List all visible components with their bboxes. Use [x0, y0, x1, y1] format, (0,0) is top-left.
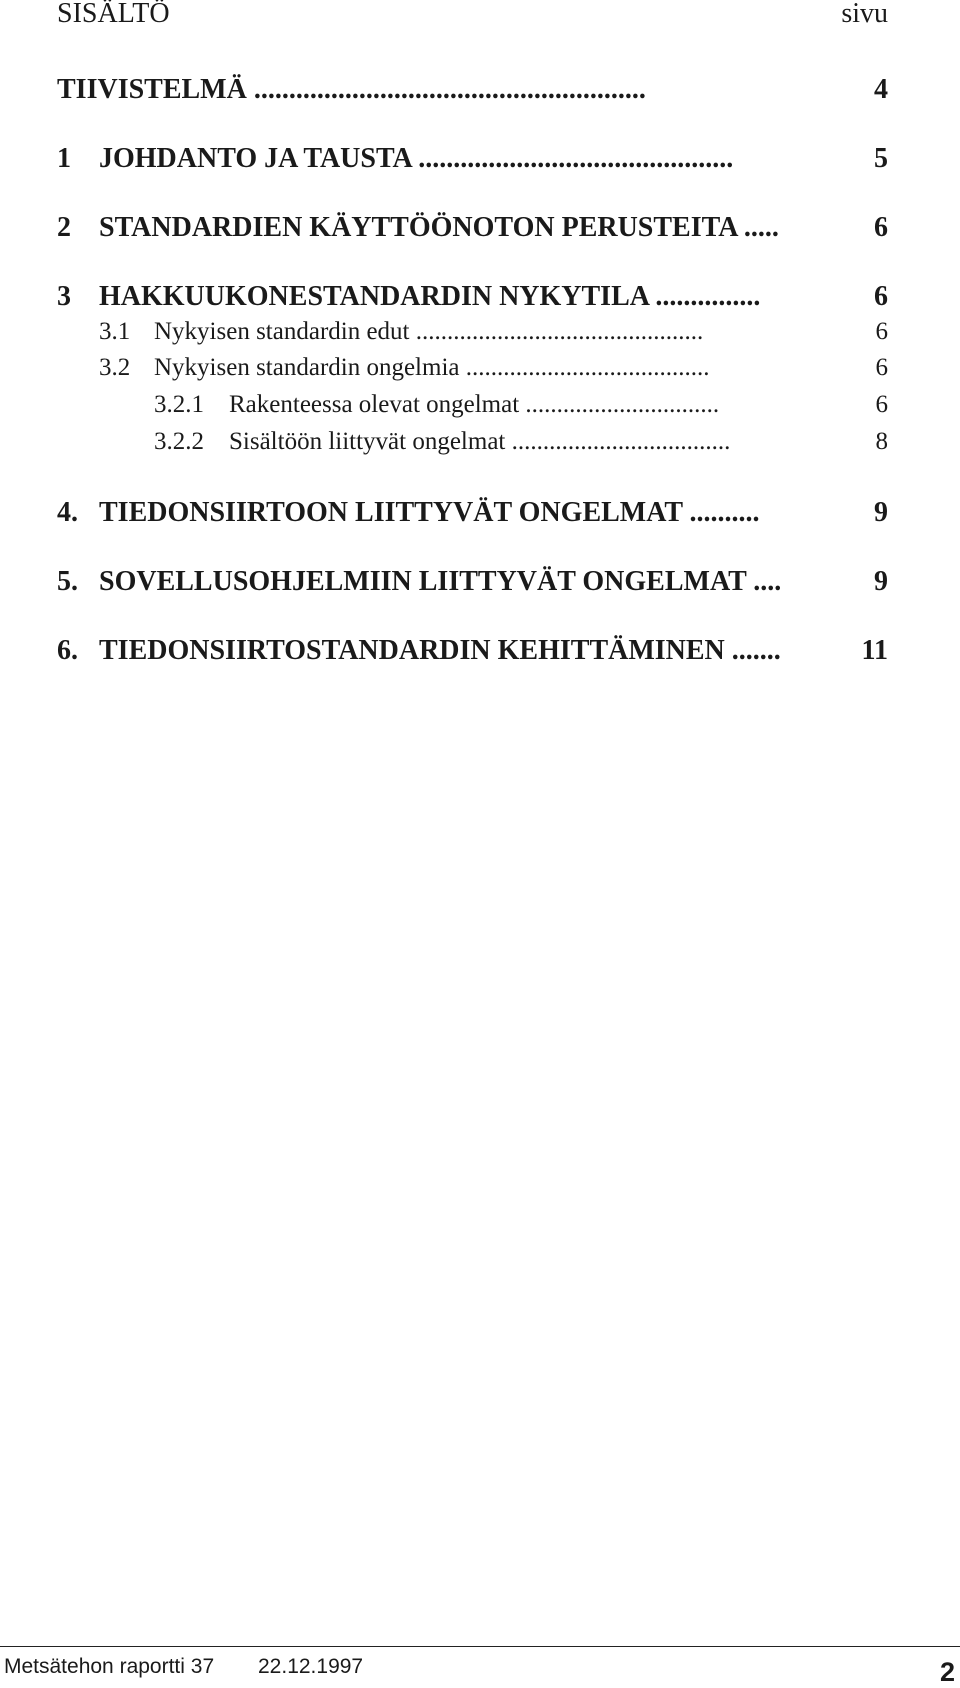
- toc-entry-page: 11: [861, 635, 888, 666]
- toc-entry-tiivistelma[interactable]: [57, 74, 888, 108]
- toc-entry-page: 6: [875, 391, 888, 418]
- toc-entry-page: 6: [874, 212, 888, 243]
- toc-entry-3-2-2[interactable]: [57, 428, 888, 462]
- toc-entry-page: 4: [874, 74, 888, 105]
- toc-entry-title: Sisältöön liittyvät ongelmat ...................................: [229, 428, 731, 455]
- toc-entry-4[interactable]: [57, 497, 888, 531]
- toc-entry-title: Nykyisen standardin edut ..............................................: [154, 318, 704, 345]
- toc-entry-title: SOVELLUSOHJELMIIN LIITTYVÄT ONGELMAT ....: [99, 566, 782, 597]
- toc-entry-number: 1: [57, 143, 71, 174]
- toc-entry-page: 6: [874, 281, 888, 312]
- toc-entry-page: 6: [875, 318, 888, 345]
- toc-entry-number: 3.2: [99, 354, 131, 381]
- toc-entry-number: 6.: [57, 635, 78, 666]
- toc-entry-5[interactable]: [57, 566, 888, 600]
- toc-entry-number: 4.: [57, 497, 78, 528]
- toc-entry-title: Nykyisen standardin ongelmia .......................................: [154, 354, 710, 381]
- toc-entry-page: 9: [874, 566, 888, 597]
- toc-entry-title: TIEDONSIIRTOON LIITTYVÄT ONGELMAT ..........: [99, 497, 760, 528]
- toc-entry-title: JOHDANTO JA TAUSTA .............................................: [99, 143, 734, 174]
- toc-entry-number: 2: [57, 212, 71, 243]
- toc-entry-number: 3: [57, 281, 71, 312]
- toc-entry-3[interactable]: [57, 281, 888, 315]
- toc-entry-title: Rakenteessa olevat ongelmat ...............................: [229, 391, 720, 418]
- toc-entry-title: TIEDONSIIRTOSTANDARDIN KEHITTÄMINEN .......: [99, 635, 781, 666]
- toc-entry-number: 5.: [57, 566, 78, 597]
- toc-heading: SISÄLTÖ: [57, 0, 170, 29]
- toc-entry-6[interactable]: [57, 635, 888, 669]
- toc-entry-number: 3.2.2: [154, 428, 204, 455]
- toc-entry-1[interactable]: [57, 143, 888, 177]
- toc-entry-page: 9: [874, 497, 888, 528]
- toc-entry-2[interactable]: [57, 212, 888, 246]
- footer-divider: [0, 1646, 960, 1647]
- toc-entry-3-1[interactable]: [57, 318, 888, 352]
- page-column-label: sivu: [841, 0, 888, 29]
- report-date: 22.12.1997: [258, 1655, 364, 1678]
- toc-entry-3-2[interactable]: [57, 354, 888, 388]
- toc-entry-number: 3.1: [99, 318, 131, 345]
- toc-entry-page: 6: [875, 354, 888, 381]
- toc-entry-number: 3.2.1: [154, 391, 204, 418]
- report-name: Metsätehon raportti 37: [4, 1655, 215, 1678]
- toc-entry-3-2-1[interactable]: [57, 391, 888, 425]
- toc-entry-page: 5: [874, 143, 888, 174]
- page-header: [57, 0, 888, 34]
- toc-entry-title: STANDARDIEN KÄYTTÖÖNOTON PERUSTEITA .....: [99, 212, 779, 243]
- toc-entry-page: 8: [875, 428, 888, 455]
- page-number: 2: [939, 1657, 955, 1687]
- toc-entry-title: TIIVISTELMÄ ........................................................: [57, 74, 646, 105]
- toc-entry-title: HAKKUUKONESTANDARDIN NYKYTILA ...............: [99, 281, 761, 312]
